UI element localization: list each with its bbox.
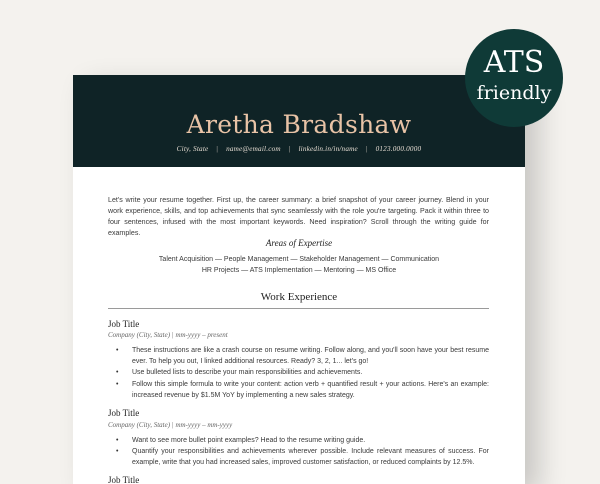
- badge-line-ats: ATS: [483, 45, 545, 80]
- job-bullet: • Quantify your responsibilities and achievements wherever possible. Include relevant measures of success. For example, write that you had increased sales, improved customer satisfaction, or reduced complaints by 12.5%.: [108, 446, 489, 468]
- areas-of-expertise-title: Areas of Expertise: [265, 238, 333, 248]
- contact-linkedin: linkedin.in/in/name: [298, 145, 358, 153]
- contact-phone: 0123.000.0000: [375, 145, 422, 153]
- contact-line: [73, 145, 525, 153]
- job-title: Job Title: [108, 408, 140, 418]
- contact-separator: |: [288, 145, 291, 153]
- resume-header: [73, 75, 525, 167]
- candidate-name: Aretha Bradshaw: [186, 110, 412, 139]
- skills-line: Talent Acquisition — People Management — Stakeholder Management — Communication: [158, 256, 440, 263]
- job-bullet: • These instructions are like a crash course on resume writing. Follow along, and you'll soon have your best resume ever. To help you out, I linked additional resources. Ready? 3, 2, 1... let's go!: [108, 345, 489, 367]
- resume-page: [73, 75, 525, 484]
- section-divider: [108, 308, 489, 309]
- job-title: Job Title: [108, 475, 140, 484]
- job-bullet: • Follow this simple formula to write your content: action verb + quantified result + your actions. Here's an example: increased revenue by $1.5M YoY by implementing a new sales strategy.: [108, 379, 489, 401]
- skills-line: HR Projects — ATS Implementation — Mentoring — MS Office: [201, 267, 397, 274]
- contact-location: City, State: [176, 145, 209, 153]
- badge-line-friendly: friendly: [476, 82, 552, 104]
- job-bullet-list: [108, 345, 489, 401]
- job-bullet-list: [108, 435, 489, 469]
- job-title: Job Title: [108, 319, 140, 329]
- ats-friendly-badge: [465, 29, 563, 127]
- job-bullet: • Use bulleted lists to describe your main responsibilities and achievements.: [108, 367, 489, 378]
- job-bullet: • Want to see more bullet point examples? Head to the resume writing guide.: [108, 435, 489, 446]
- job-company-dates: Company (City, State) | mm-yyyy – present: [108, 331, 228, 339]
- contact-email: name@email.com: [226, 145, 281, 153]
- career-summary: Let's write your resume together. First up, the career summary: a brief snapshot of your career journey. Blend in your work experience, skills, and top achievements that sync seamlessly with the role you're targeting. Pack it within three to four sentences, infused with the most important keywords. Need inspiration? Scroll through the writing guide for examples.: [108, 196, 489, 238]
- work-experience-title: Work Experience: [260, 291, 338, 303]
- contact-separator: |: [216, 145, 219, 153]
- job-company-dates: Company (City, State) | mm-yyyy – mm-yyyy: [108, 421, 233, 429]
- contact-separator: |: [365, 145, 368, 153]
